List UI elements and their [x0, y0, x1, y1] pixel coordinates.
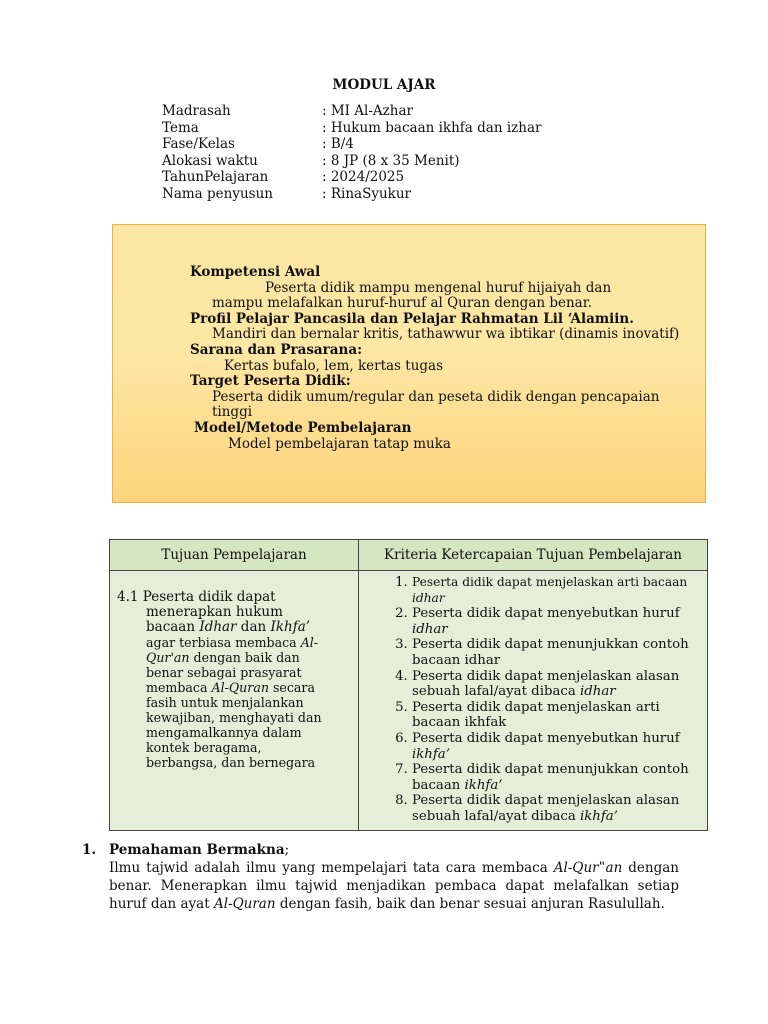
tujuan-term-idhar: Idhar [199, 619, 237, 635]
kompetensi-heading: Kompetensi Awal [190, 264, 321, 280]
list-item [412, 700, 698, 731]
section-number: 1. [82, 842, 97, 858]
tujuan-line: mengamalkannya dalam [146, 725, 302, 740]
tujuan-cell [110, 571, 359, 831]
meta-value: : MI Al-Azhar [322, 103, 413, 119]
competency-box [112, 224, 706, 503]
tujuan-line [146, 650, 352, 665]
meta-row-alokasi-waktu [162, 153, 541, 170]
list-item [412, 762, 698, 793]
section-heading [82, 841, 679, 859]
meta-key: TahunPelajaran [162, 169, 269, 186]
kompetensi-line-1: Peserta didik mampu mengenal huruf hijaiyah dan [265, 279, 612, 296]
criteria-text: Peserta didik dapat menjelaskan arti bacaan [412, 575, 688, 589]
tujuan-line: fasih untuk menjalankan [146, 695, 304, 710]
tujuan-text: dan [236, 619, 271, 635]
paragraph-text: dengan benar. Menerapkan ilmu tajwid menjadikan pembaca dapat melafalkan setiap huruf dan ayat [109, 860, 679, 912]
criteria-term: idhar [412, 621, 448, 637]
header-kriteria: Kriteria Ketercapaian Tujuan Pembelajaran [359, 540, 708, 571]
meta-value: : 8 JP (8 x 35 Menit) [322, 152, 460, 169]
header-tujuan: Tujuan Pempelajaran [110, 540, 359, 571]
criteria-term: ikhfa’ [580, 808, 618, 824]
criteria-text: Peserta didik dapat menjelaskan alasan sebuah lafal/ayat dibaca [412, 793, 680, 824]
paragraph-term: Al-Qur‟an [553, 860, 623, 876]
module-metadata [162, 103, 541, 203]
meta-key: Fase/Kelas [162, 136, 235, 153]
criteria-text: Peserta didik dapat menyebutkan huruf [412, 730, 680, 746]
meta-value: : B/4 [322, 136, 354, 153]
criteria-list [360, 572, 706, 829]
section-title-text: Pemahaman Bermakna [109, 842, 285, 858]
tujuan-term-ikhfa: Ikhfa’ [270, 619, 311, 635]
meta-row-madrasah [162, 103, 541, 120]
tujuan-term: Al- [300, 635, 319, 650]
tujuan-term: Qur'an [146, 650, 190, 665]
section-pemahaman-bermakna [82, 841, 679, 913]
competency-box-content [190, 265, 700, 452]
criteria-text: Peserta didik dapat menyebutkan huruf [412, 606, 680, 622]
meta-key: Madrasah [162, 103, 231, 119]
list-item [412, 669, 698, 700]
kompetensi-line-2: mampu melafalkan huruf-huruf al Quran dengan benar. [212, 295, 592, 312]
meta-row-fase-kelas [162, 136, 541, 153]
tujuan-line [146, 620, 352, 635]
tujuan-line: 4.1 Peserta didik dapat [117, 589, 276, 605]
criteria-term: ikhfa’ [412, 746, 450, 762]
criteria-term: idhar [412, 590, 445, 605]
list-item [412, 606, 698, 637]
tujuan-text: secara [268, 680, 315, 695]
tujuan-line: kewajiban, menghayati dan [146, 710, 322, 725]
list-item [412, 793, 698, 824]
meta-row-nama-penyusun [162, 186, 541, 203]
tujuan-line: menerapkan hukum [146, 604, 283, 620]
criteria-term: ikhfa’ [464, 777, 503, 793]
meta-value: : RinaSyukur [322, 185, 411, 202]
meta-value: : Hukum bacaan ikhfa dan izhar [322, 119, 542, 136]
paragraph-term: Al-Quran [213, 896, 276, 912]
tujuan-text: dengan baik dan [189, 650, 300, 665]
tujuan-line [146, 635, 352, 650]
meta-row-tahun-pelajaran [162, 169, 541, 186]
sarana-heading: Sarana dan Prasarana: [190, 341, 363, 358]
document-title: MODUL AJAR [332, 77, 436, 93]
meta-key: Nama penyusun [162, 185, 273, 202]
tujuan-line [146, 680, 352, 695]
criteria-text: Peserta didik dapat menjelaskan arti bacaan ikhfak [412, 699, 660, 731]
target-heading: Target Peserta Didik: [190, 373, 351, 390]
criteria-text: Peserta didik dapat menunjukkan contoh bacaan idhar [412, 637, 689, 668]
model-heading: Model/Metode Pembelajaran [194, 419, 412, 436]
profil-text: Mandiri dan bernalar kritis, tathawwur wa ibtikar (dinamis inovatif) [212, 326, 680, 343]
model-text: Model pembelajaran tatap muka [228, 435, 451, 452]
section-title-suffix: ; [284, 842, 290, 858]
tujuan-line: benar sebagai prasyarat [146, 665, 302, 680]
tujuan-line: kontek beragama, [146, 740, 262, 755]
meta-row-tema [162, 120, 541, 137]
sarana-text: Kertas bufalo, lem, kertas tugas [224, 357, 444, 374]
criteria-text: Peserta didik dapat menjelaskan alasan sebuah lafal/ayat dibaca [412, 668, 680, 700]
list-item [412, 731, 698, 762]
list-item [412, 575, 698, 606]
learning-objectives-table [109, 539, 708, 831]
paragraph-text: Ilmu tajwid adalah ilmu yang mempelajari tata cara membaca [109, 860, 554, 876]
target-text: Peserta didik umum/regular dan peseta didik dengan pencapaian tinggi [212, 388, 660, 421]
section-paragraph [82, 859, 679, 913]
tujuan-line: berbangsa, dan bernegara [146, 755, 316, 770]
criteria-text: Peserta didik dapat menunjukkan contoh bacaan [412, 762, 689, 793]
meta-key: Alokasi waktu [162, 152, 258, 169]
paragraph-text: dengan fasih, baik dan benar sesuai anjuran Rasulullah. [275, 896, 665, 912]
table-row [110, 571, 708, 831]
kriteria-cell [359, 571, 708, 831]
list-item [412, 637, 698, 668]
meta-key: Tema [162, 119, 199, 136]
profil-heading: Profil Pelajar Pancasila dan Pelajar Rahmatan Lil ‘Alamiin. [190, 310, 634, 327]
tujuan-body [117, 605, 352, 770]
tujuan-text: bacaan [146, 619, 200, 635]
meta-value: : 2024/2025 [322, 169, 405, 186]
table-header-row [110, 540, 708, 571]
tujuan-text: agar terbiasa membaca [146, 635, 301, 650]
criteria-term: idhar [580, 684, 616, 700]
section-title [109, 841, 289, 859]
tujuan-text: membaca [146, 680, 212, 695]
tujuan-term: Al-Quran [211, 680, 269, 695]
